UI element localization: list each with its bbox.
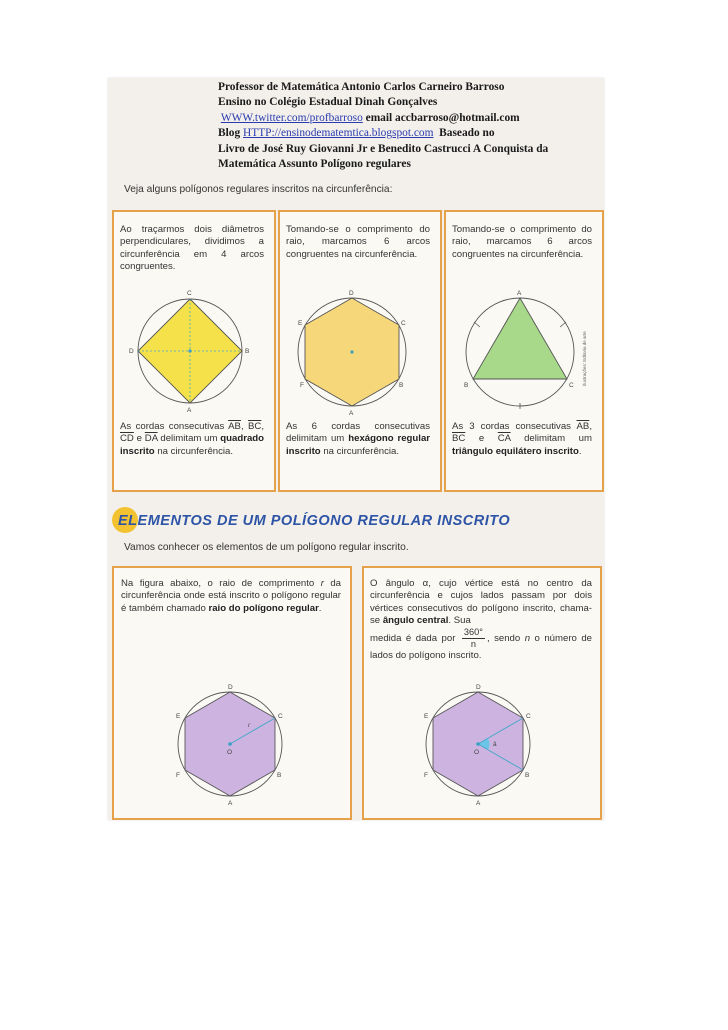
based-on-text: Baseado no bbox=[439, 127, 495, 140]
twitter-link[interactable]: WWW.twitter.com/profbarroso bbox=[220, 111, 363, 124]
chord-bc: $\overline{BC}$ bbox=[248, 421, 262, 432]
text-pre: As cordas consecutivas bbox=[120, 421, 225, 432]
var-r: r bbox=[320, 578, 324, 589]
term-bold: raio do polígono regular bbox=[208, 602, 319, 614]
text-post: . bbox=[318, 602, 322, 614]
formula-fraction bbox=[462, 627, 485, 650]
header-line-school: Ensino no Colégio Estadual Dinah Gonçalves bbox=[218, 96, 438, 109]
label-e: E bbox=[424, 713, 429, 720]
label-b: B bbox=[464, 382, 469, 389]
label-a: A bbox=[187, 407, 192, 414]
central-angle-figure bbox=[408, 680, 548, 815]
text-pre: O ângulo α, cujo vértice está no centro da circunferência e cujos lados passam por dois vértices consecutivos do polígono inscrito, chama-se bbox=[370, 578, 592, 626]
measure-post: , sendo bbox=[486, 633, 521, 645]
text-mid: da circunferência onde está inscrito o polígono regular é também chamado bbox=[121, 578, 341, 614]
label-c: C bbox=[187, 290, 192, 297]
separator-comma: , bbox=[240, 421, 244, 432]
arc-mark bbox=[474, 322, 480, 327]
center-point bbox=[350, 350, 353, 353]
text-post: . Sua bbox=[448, 614, 471, 626]
chord-ab: $\overline{AB}$ bbox=[576, 421, 590, 432]
inscribed-triangle bbox=[473, 298, 567, 379]
fraction-numerator: 360° bbox=[463, 627, 483, 638]
central-angle-definition-text bbox=[370, 578, 592, 662]
center-point bbox=[228, 742, 232, 746]
box-hexagon-bottom-text bbox=[286, 421, 430, 458]
text-post: . bbox=[578, 445, 582, 457]
label-f: F bbox=[424, 772, 428, 779]
label-o: O bbox=[474, 749, 480, 756]
email-text: email accbarroso@hotmail.com bbox=[365, 111, 520, 124]
term-bold: quadrado inscrito bbox=[120, 433, 265, 457]
label-alpha: â bbox=[493, 741, 497, 748]
label-e: E bbox=[298, 320, 303, 327]
label-c: C bbox=[278, 713, 283, 720]
chord-ab: $\overline{AB}$ bbox=[228, 421, 241, 432]
radius-figure bbox=[160, 680, 300, 815]
separator-comma: , bbox=[261, 421, 265, 432]
separator-e: e bbox=[136, 433, 142, 445]
label-c: C bbox=[569, 382, 574, 389]
label-e: E bbox=[176, 713, 181, 720]
text-post: na circunferência. bbox=[323, 445, 400, 457]
label-o: O bbox=[227, 749, 233, 756]
label-a: A bbox=[349, 410, 354, 416]
label-c: C bbox=[401, 320, 406, 327]
label-d: D bbox=[228, 684, 233, 691]
label-a: A bbox=[476, 800, 481, 807]
header-line-blog bbox=[218, 126, 598, 141]
intro-text-1: Veja alguns polígonos regulares inscritos na circunferência: bbox=[124, 184, 393, 195]
term-bold: ângulo central bbox=[382, 614, 449, 626]
blog-link[interactable]: HTTP://ensinodematemtica.blogspot.com bbox=[243, 127, 434, 140]
arc-mark bbox=[560, 322, 566, 327]
separator-e: e bbox=[478, 433, 485, 445]
center-point bbox=[476, 742, 480, 746]
chord-da: $\overline{DA}$ bbox=[144, 433, 158, 445]
label-b: B bbox=[245, 348, 250, 355]
measure-end: o número de lados do polígono inscrito. bbox=[370, 633, 593, 662]
chord-ca: $\overline{CA}$ bbox=[497, 433, 511, 445]
var-n: n bbox=[524, 633, 531, 645]
text-pre: Na figura abaixo, o raio de comprimento bbox=[121, 578, 315, 589]
label-b: B bbox=[399, 382, 404, 389]
section-title-text: ELEMENTOS DE UM POLÍGONO REGULAR INSCRITO bbox=[118, 513, 511, 529]
text-pre: As 6 cordas consecutivas delimitam um bbox=[286, 421, 430, 445]
label-b: B bbox=[277, 772, 282, 779]
label-r: r bbox=[248, 722, 251, 729]
term-bold: hexágono regular inscrito bbox=[286, 433, 431, 457]
document-header bbox=[218, 80, 598, 172]
hexagon-figure bbox=[286, 286, 430, 416]
term-bold: triângulo equilátero inscrito bbox=[452, 445, 579, 457]
box-square-bottom-text bbox=[120, 421, 264, 458]
label-b: B bbox=[525, 772, 530, 779]
text-post: na circunferência. bbox=[157, 445, 234, 457]
measure-pre: medida é dada por bbox=[370, 633, 456, 645]
triangle-figure bbox=[452, 286, 592, 416]
label-c: C bbox=[526, 713, 531, 720]
radius-definition-text bbox=[121, 578, 341, 615]
header-line-subject: Matemática Assunto Polígono regulares bbox=[218, 158, 411, 171]
text-mid: delimitam um bbox=[524, 433, 592, 445]
chord-bc: $\overline{BC}$ bbox=[452, 433, 466, 445]
text-mid: delimitam um bbox=[160, 433, 218, 445]
square-figure bbox=[120, 286, 264, 416]
label-d: D bbox=[476, 684, 481, 691]
header-line-book: Livro de José Ruy Giovanni Jr e Benedito Castrucci A Conquista da bbox=[218, 142, 549, 155]
label-a: A bbox=[517, 290, 522, 297]
text-pre: As 3 cordas consecutivas bbox=[452, 421, 571, 432]
intro-text-2: Vamos conhecer os elementos de um polígono regular inscrito. bbox=[124, 542, 409, 553]
label-f: F bbox=[176, 772, 180, 779]
blog-label: Blog bbox=[218, 127, 241, 140]
label-d: D bbox=[129, 348, 134, 355]
fraction-denominator: n bbox=[470, 639, 476, 650]
chord-cd: $\overline{CD}$ bbox=[120, 433, 134, 445]
box-triangle-top-text: Tomando-se o comprimento do raio, marcamos 6 arcos congruentes na circunferência. bbox=[452, 224, 592, 260]
box-triangle-bottom-text bbox=[452, 421, 592, 458]
illustration-credit: Ilustrações: Editoria de arte bbox=[582, 331, 587, 386]
separator-comma: , bbox=[589, 421, 592, 432]
label-a: A bbox=[228, 800, 233, 807]
header-line-author: Professor de Matemática Antonio Carlos Carneiro Barroso bbox=[218, 81, 505, 93]
box-hexagon-top-text: Tomando-se o comprimento do raio, marcamos 6 arcos congruentes na circunferência. bbox=[286, 224, 430, 260]
center-point bbox=[188, 349, 191, 352]
label-d: D bbox=[349, 290, 354, 297]
label-f: F bbox=[300, 382, 304, 389]
box-square-top-text: Ao traçarmos dois diâmetros perpendiculares, dividimos a circunferência em 4 arcos congruentes. bbox=[120, 224, 264, 272]
header-line-contacts bbox=[218, 111, 598, 126]
